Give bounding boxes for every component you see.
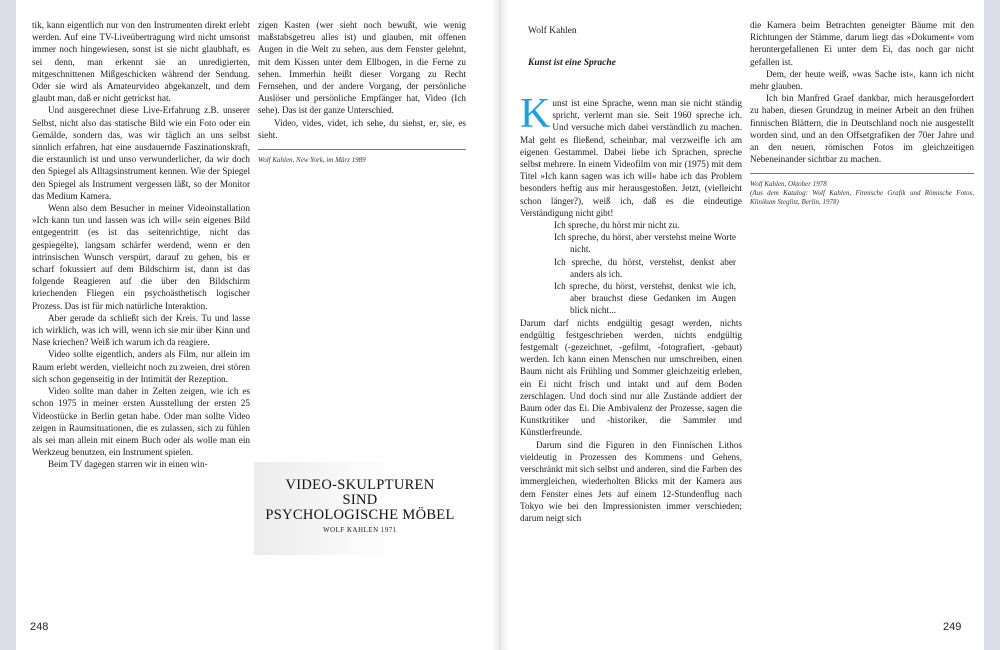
paragraph: Video sollte eigentlich, anders als Film, nur allein im Raum erlebt werden, vielleicht noch zu zweien, drei stören sich schon gegenseitig in der Intimität der Rezeption. [32,349,250,384]
paragraph: Video sollte man daher in Zelten zeigen, wie ich es schon 1975 in meiner ersten Ausstellung der ersten 25 Videostücke in Berlin getan habe. Oder man sollte Video zeigen in Raumsituationen, die es zulassen, sich zu fühlen als sei man allein mit einem Buch oder als wolle man ein Werkzeug benutzen, ein Instrument spielen. [32,386,250,458]
pull-quote [254,478,466,537]
paragraph: Ich bin Manfred Graef dankbar, mich herausgefordert zu haben, diesen Grundzug in meiner Arbeit an den frühen finnischen Blättern, die in Deutschland noch nie ausgestellt worden sind, und an den Offsetgrafiken der 70er Jahre und an den neuen, römischen Fotos im gleichzeitigen Nebeneinander sichtbar zu machen. [750,93,974,165]
paragraph: tik, kann eigentlich nur von den Instrumenten direkt erlebt werden. Auf eine TV-Liveübertragung wird nicht umsonst immer noch hingewiesen, sonst ist sie nicht glaubhaft, es sei denn, man erkennt sie an unredigierten, mitgeschnittenen Mißgeschicken während der Sendung. Oder sie wird als Amateurvideo abgekanzelt, und dem glaubt man, daß er nicht getrickst hat. [32,20,250,104]
paragraph: Video, vides, videt, ich sehe, du siehst, er, sie, es sieht. [258,117,466,140]
drop-cap: K [520,91,551,137]
page-edge-right [984,0,1000,650]
paragraph: Beim TV dagegen starren wir in einen win- [48,459,208,470]
poem-line: Ich spreche, du hörst, verstehst, denkst aber anders als ich. [554,256,736,279]
caption: (Aus dem Katalog: Wolf Kahlen, Finnische Grafik und Römische Fotos, Klinikum Steglitz, Berlin, 1978) [750,189,974,207]
article-author: Wolf Kahlen [528,26,577,36]
page-number: 248 [30,621,49,633]
caption: Wolf Kahlen, New York, im März 1989 [258,156,366,165]
paragraph: Und ausgerechnet diese Live-Erfahrung z.B. unserer Selbst, nicht also das statische Bild wie ein Foto oder ein Gemälde, sondern das, was wir täglich an uns selbst sinnlich erfahren, hat eine ausdauernde Faszinationskraft, die erstaunlich ist und unso verwunderlicher, da wir doch den Spiegel als Alltagsinstrument kennen. Wie der Spiegel den Spiegel als Instrument vergessen läßt, so der Monitor das Medium Kamera. [32,105,250,201]
pull-quote-line: SIND [342,492,378,508]
right-page-column-1 [520,91,742,524]
pull-quote-line: PSYCHOLOGISCHE MÖBEL [265,507,455,523]
poem [520,219,742,317]
paragraph: Darum sind die Figuren in den Finnischen Lithos vieldeutig in Prozessen des Kommens und Gehens, verschränkt mit sich selbst und anderen, sind die Farben des immergleichen, wiederholten Blicks mit der Kamera aus dem Fenster eines Jets auf einem 12-Stundenflug nach Tokyo wie bei den Impressionisten immer verschieden; darum neigt sich [520,439,742,523]
book-gutter [491,0,509,650]
left-page-column-1 [32,19,250,471]
poem-line: Ich spreche, du hörst, verstehst, denkst wie ich, aber brauchst diese Gedanken im Augen blick nicht... [554,281,736,316]
poem-line: Ich spreche, du hörst mir nicht zu. [554,220,680,231]
paragraph: zigen Kasten (wer sieht noch bewußt, wie wenig maßstabsgetreu alles ist) und glauben, mit offenen Augen in die Welt zu sehen, aus dem Fenster gelehnt, mit dem Kissen unter dem Ellbogen, in die Ferne zu sehen. Immerhin heißt dieser Vorgang zu Recht Fernsehen, und der andere Vorgang, der persönliche Auslöser und persönliche Empfänger hat, Video (Ich sehe). Das ist der ganze Unterschied. [258,20,466,116]
caption-rule [750,173,974,174]
intro-paragraph [520,91,742,219]
caption-rule [258,149,466,150]
caption: Wolf Kahlen, Oktober 1978 [750,180,827,189]
left-page-column-2 [258,19,466,165]
article-title: Kunst ist eine Sprache [528,58,616,68]
pull-quote-line: VIDEO-SKULPTUREN [285,477,435,493]
right-page-column-2 [750,19,974,207]
poem-line: Ich spreche, du hörst, aber verstehst meine Worte nicht. [554,232,736,255]
page-number: 249 [943,621,962,633]
paragraph: Wenn also dem Besucher in meiner Videoinstallation »Ich kann tun und lassen was ich will« sein eigenes Bild entgegentritt (es ist das seitenrichtige, nicht das gespiegelte), langsam schärfer werdend, wenn er den intrinsischen Wunsch verspürt, darauf zu gehen, bis er scharf fokussiert auf dem Bildschirm ist, dann ist das folgende Reagieren auf die über den Bildschirm kriechenden Fliegen ein psychoästhetisch logischer Prozess. Das ist für mich natürliche Interaktion. [32,203,250,311]
pull-quote-author: WOLF KAHLEN 1971 [323,527,397,534]
paragraph: Dem, der heute weiß, »was Sache ist«, kann ich nicht mehr glauben. [750,68,974,92]
paragraph: Darum darf nichts endgültig gesagt werden, nichts endgültig festgeschrieben werden, nichts endgültig festgemalt (-gezeichnet, -gefilmt, -fotografiert, -gebaut) werden. Ich kann einen Menschen nur umschreiben, einen Baum nicht als Frühling und Sommer gleichzeitig erleben, ein Ei nicht frisch und intakt und auf dem Boden zerschlagen. Und doch sind nur alle Zustände addiert der Baum oder das Ei. Die Ambivalenz der Prozesse, sagen die Kunstkritiker und -historiker, die Sammler und Künstlerfreunde. [520,317,742,438]
paragraph: Aber gerade da schließt sich der Kreis. Tu und lasse ich wirklich, was ich will, wenn ich sie mir über Kinn und Nase kriechen? Weiß ich warum ich da reagiere. [32,312,250,348]
paragraph: die Kamera beim Betrachten geneigter Bäume mit den Richtungen der Stämme, darum liegt das »Dokument« vom heruntergefallenen Ei unter dem Ei, das noch gar nicht gefallen ist. [750,20,974,67]
intro-text: unst ist eine Sprache, wenn man sie nicht ständig spricht, verlernt man sie. Seit 1960 spreche ich. Und versuche mich dabei verständlich zu machen. Mal geht es fließend, scheinbar, mal verzweifle ich am eigenen Gestammel. Dabei liebe ich Sprachen, spreche selbst mehrere. In einem Videofilm von mir (1975) mit dem Titel »Ich kann sagen was ich will« habe ich das Problem besonders heftig aus mir herausgestoßen. Jetzt, (vielleicht schon länger?), weiß ich, daß es die eindeutige Verständigung nicht gibt! [520,98,742,218]
page-edge-left [0,0,16,650]
